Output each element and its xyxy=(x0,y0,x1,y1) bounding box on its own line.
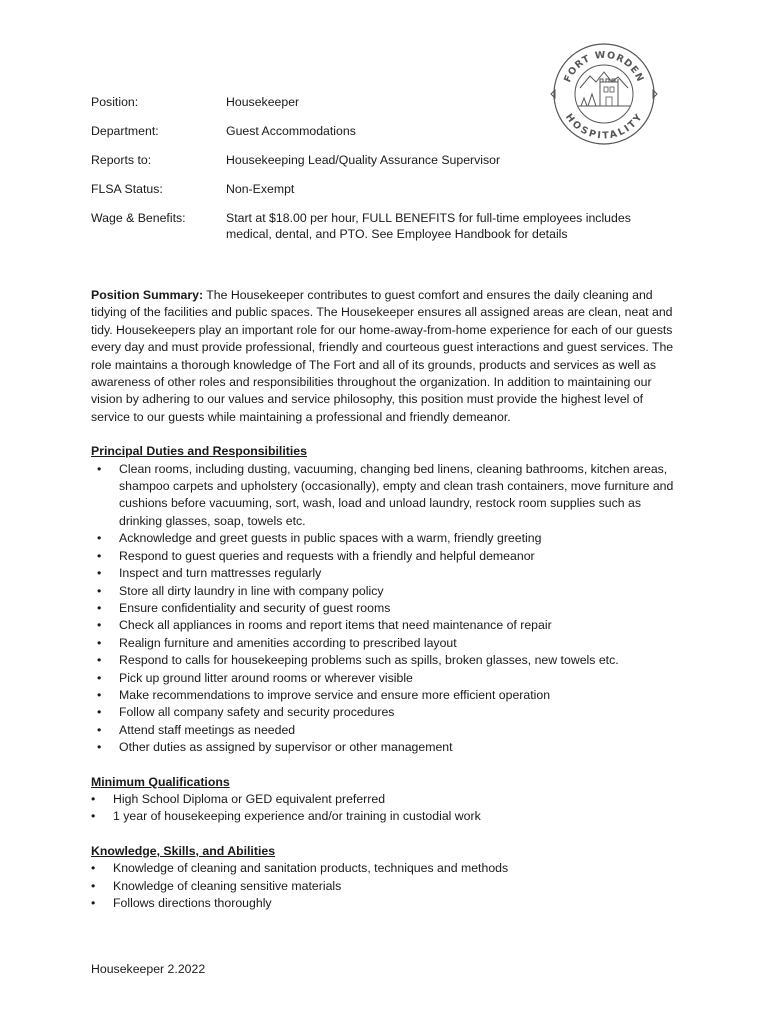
list-item: • Clean rooms, including dusting, vacuuming, changing bed linens, cleaning bathrooms, kitchen areas, shampoo carpets and upholstery (occasionally), empty and clean trash containers, move furniture and cushions before vacuuming, sort, wash, load and unload laundry, restock room supplies such as drinking glasses, soap, towels etc. xyxy=(97,461,674,528)
bullet-icon: • xyxy=(91,809,96,824)
duties-list xyxy=(91,461,681,757)
bullet-icon: • xyxy=(97,583,102,598)
department-label: Department: xyxy=(91,124,159,138)
list-item: • Ensure confidentiality and security of guest rooms xyxy=(91,600,681,617)
position-summary xyxy=(91,287,681,426)
bullet-icon: • xyxy=(97,722,102,737)
bullet-icon: • xyxy=(97,618,102,633)
wage-benefits-label: Wage & Benefits: xyxy=(91,211,186,225)
bullet-icon: • xyxy=(97,687,102,702)
list-item: • Store all dirty laundry in line with company policy xyxy=(91,583,681,600)
svg-text:FORT WORDEN xyxy=(562,50,646,84)
bullet-icon: • xyxy=(97,670,102,685)
duties-heading: Principal Duties and Responsibilities xyxy=(91,444,307,459)
qualifications-list xyxy=(91,791,681,826)
flsa-status-value: Non-Exempt xyxy=(226,182,295,196)
bullet-icon: • xyxy=(97,566,102,581)
bullet-icon: • xyxy=(97,740,102,755)
header-row-flsa-status xyxy=(91,181,651,197)
bullet-icon: • xyxy=(97,461,102,476)
header-row-reports-to xyxy=(91,152,651,168)
qualifications-heading: Minimum Qualifications xyxy=(91,774,230,789)
list-item: • Follows directions thoroughly xyxy=(91,895,681,912)
ksa-list xyxy=(91,860,681,912)
list-item: • Knowledge of cleaning and sanitation products, techniques and methods xyxy=(91,860,681,877)
list-item: • Respond to calls for housekeeping problems such as spills, broken glasses, new towels etc. xyxy=(91,652,681,669)
list-item: • Make recommendations to improve service and ensure more efficient operation xyxy=(91,687,681,704)
reports-to-value: Housekeeping Lead/Quality Assurance Supervisor xyxy=(226,153,501,167)
reports-to-label: Reports to: xyxy=(91,153,152,167)
bullet-icon: • xyxy=(97,705,102,720)
list-item: • 1 year of housekeeping experience and/or training in custodial work xyxy=(91,808,681,825)
department-value: Guest Accommodations xyxy=(226,124,356,138)
wage-benefits-value: Start at $18.00 per hour, FULL BENEFITS for full-time employees includes medical, dental, and PTO. See Employee Handbook for details xyxy=(226,211,631,241)
flsa-status-label: FLSA Status: xyxy=(91,182,163,196)
header-row-wage-benefits xyxy=(91,210,651,242)
list-item: • Knowledge of cleaning sensitive materials xyxy=(91,878,681,895)
logo-bottom-text: HOSPITALITY xyxy=(563,111,646,142)
list-item: • Check all appliances in rooms and report items that need maintenance of repair xyxy=(91,617,681,634)
bullet-icon: • xyxy=(97,653,102,668)
page-footer: Housekeeper 2.2022 xyxy=(91,962,206,976)
job-description-body xyxy=(91,287,681,912)
bullet-icon: • xyxy=(91,791,96,806)
logo-top-text: FORT WORDEN xyxy=(562,49,646,85)
job-header xyxy=(91,94,651,255)
list-item: • Other duties as assigned by supervisor or other management xyxy=(91,739,681,756)
bullet-icon: • xyxy=(97,635,102,650)
list-item: • Respond to guest queries and requests with a friendly and helpful demeanor xyxy=(91,548,681,565)
list-item: • Attend staff meetings as needed xyxy=(91,722,681,739)
bullet-icon: • xyxy=(91,878,96,893)
ksa-heading: Knowledge, Skills, and Abilities xyxy=(91,843,276,858)
position-label: Position: xyxy=(91,95,139,109)
position-value: Housekeeper xyxy=(226,95,300,109)
list-item: • High School Diploma or GED equivalent preferred xyxy=(91,791,681,808)
bullet-icon: • xyxy=(91,861,96,876)
list-item: • Follow all company safety and security procedures xyxy=(91,704,681,721)
bullet-icon: • xyxy=(97,548,102,563)
bullet-icon: • xyxy=(97,531,102,546)
position-summary-text: The Housekeeper contributes to guest comfort and ensures the daily cleaning and tidying of the facilities and public spaces. The Housekeeper ensures all assigned areas are clean, neat and tidy. Housekeepers play an important role for our home-away-from-home experience for each of our guests every day and must provide professional, friendly and courteous guest interactions and guest services. The role maintains a thorough knowledge of The Fort and all of its grounds, products and services as well as awareness of other roles and responsibilities throughout the organization. In addition to maintaining our vision by adhering to our values and service philosophy, this position must provide the highest level of service to our guests while maintaining a professional and friendly demeanor. xyxy=(91,288,674,424)
header-row-department xyxy=(91,123,651,139)
list-item: • Inspect and turn mattresses regularly xyxy=(91,565,681,582)
list-item: • Pick up ground litter around rooms or wherever visible xyxy=(91,670,681,687)
bullet-icon: • xyxy=(97,600,102,615)
position-summary-label: Position Summary: xyxy=(91,288,204,302)
bullet-icon: • xyxy=(91,896,96,910)
list-item: • Acknowledge and greet guests in public spaces with a warm, friendly greeting xyxy=(91,530,681,547)
header-row-position xyxy=(91,94,651,110)
list-item: • Realign furniture and amenities according to prescribed layout xyxy=(91,635,681,652)
